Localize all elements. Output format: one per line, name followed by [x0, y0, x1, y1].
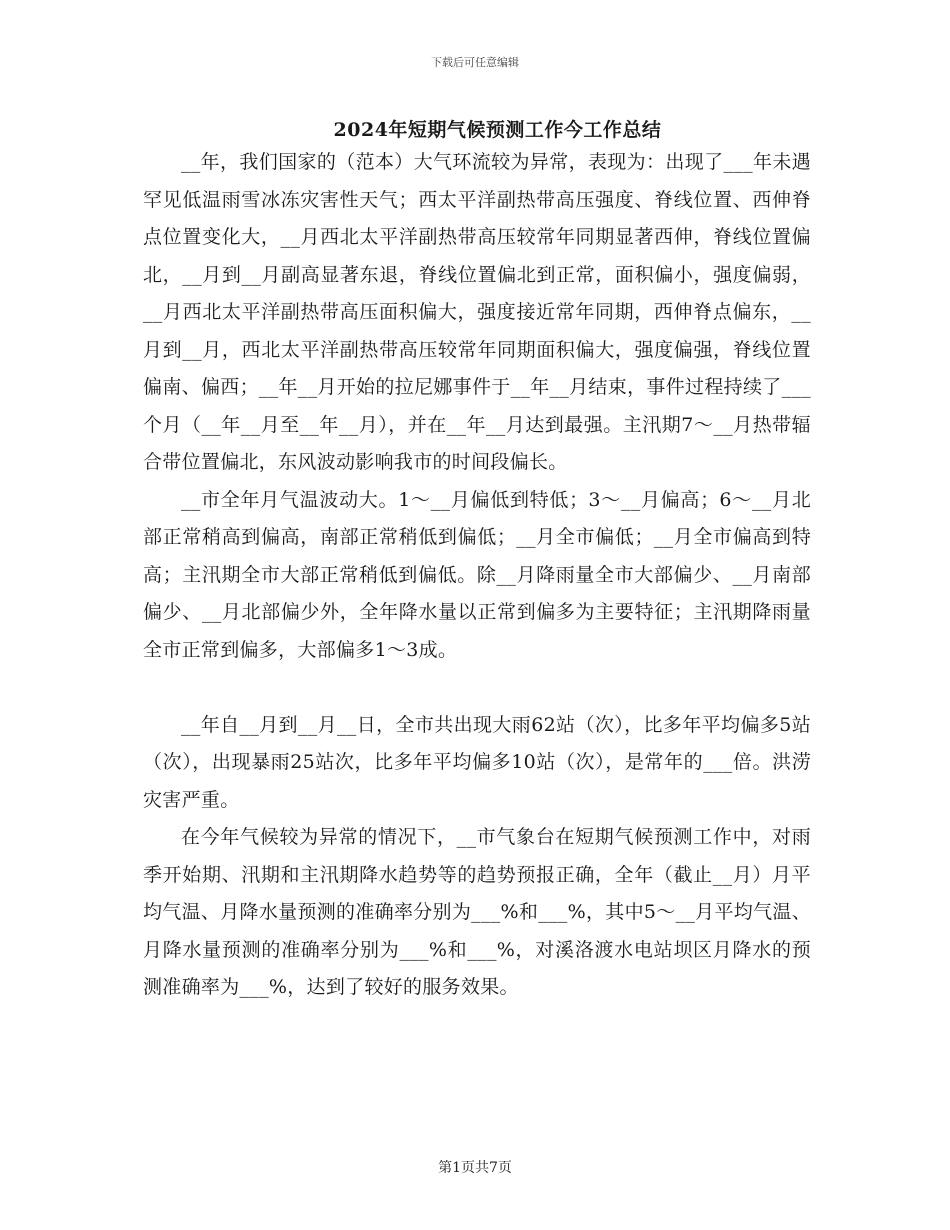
paragraph-4: 在今年气候较为异常的情况下，__市气象台在短期气候预测工作中，对雨季开始期、汛期和主汛期降水趋势等的趋势预报正确，全年（截止__月）月平均气温、月降水量预测的准确率分别为___%和___%，其中5～__月平均气温、月降水量预测的准确率分别为___%和___%，对溪洛渡水电站坝区月降水的预测准确率为___%，达到了较好的服务效果。 [143, 826, 811, 998]
header-note: 下载后可任意编辑 [431, 56, 519, 69]
page-number: 第1页共7页 [438, 1160, 512, 1176]
paragraph-1: __年，我们国家的（范本）大气环流较为异常，表现为：出现了___年未遇罕见低温雨雪冰冻灾害性天气；西太平洋副热带高压强度、脊线位置、西伸脊点位置变化大，__月西北太平洋副热带高压较常年同期显著西伸，脊线位置偏北，__月到__月副高显著东退，脊线位置偏北到正常，面积偏小，强度偏弱，__月西北太平洋副热带高压面积偏大，强度接近常年同期，西伸脊点偏东，__月到__月，西北太平洋副热带高压较常年同期面积偏大，强度偏强，脊线位置偏南、偏西；__年__月开始的拉尼娜事件于__年__月结束，事件过程持续了___个月（__年__月至__年__月），并在__年__月达到最强。主汛期7～__月热带辐合带位置偏北，东风波动影响我市的时间段偏长。 [143, 151, 811, 473]
paragraph-3: __年自__月到__月__日，全市共出现大雨62站（次），比多年平均偏多5站（次），出现暴雨25站次，比多年平均偏多10站（次），是常年的___倍。洪涝灾害严重。 [143, 713, 811, 811]
document-title: 2024年短期气候预测工作今工作总结 [333, 119, 662, 141]
document-body [143, 144, 811, 1007]
paragraph-2: __市全年月气温波动大。1～__月偏低到特低；3～__月偏高；6～__月北部正常稍高到偏高，南部正常稍低到偏低；__月全市偏低；__月全市偏高到特高；主汛期全市大部正常稍低到偏低。除__月降雨量全市大部偏少、__月南部偏少、__月北部偏少外，全年降水量以正常到偏多为主要特征；主汛期降雨量全市正常到偏多，大部偏多1～3成。 [143, 488, 811, 661]
